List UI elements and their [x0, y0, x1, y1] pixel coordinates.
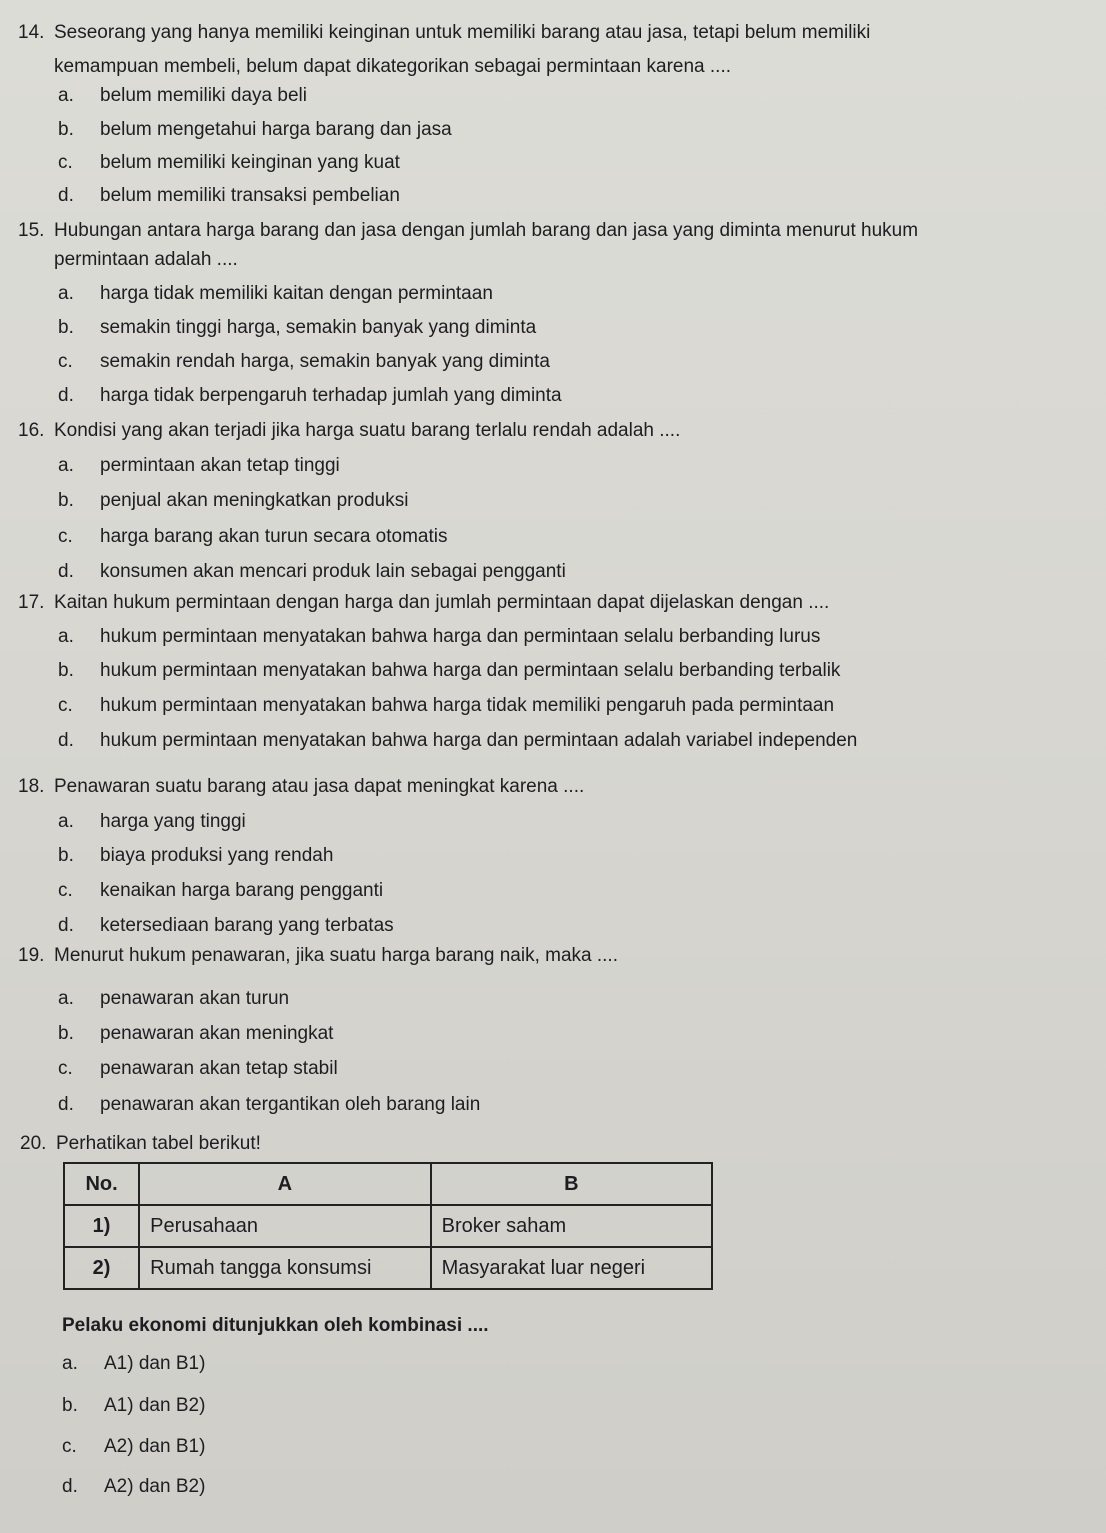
question-14-option-a[interactable]: a. belum memiliki daya beli: [58, 85, 307, 106]
question-14-option-d[interactable]: d. belum memiliki transaksi pembelian: [58, 185, 400, 206]
question-18-option-c[interactable]: c. kenaikan harga barang pengganti: [58, 880, 384, 901]
question-20-option-c[interactable]: c. A2) dan B1): [62, 1436, 206, 1457]
question-18-option-a[interactable]: a. harga yang tinggi: [58, 811, 246, 832]
question-14-option-b[interactable]: b. belum mengetahui harga barang dan jasa: [58, 119, 452, 140]
table-header-no: No.: [64, 1163, 139, 1205]
question-20-prompt: Pelaku ekonomi ditunjukkan oleh kombinasi ....: [62, 1315, 489, 1336]
question-20-option-a[interactable]: a. A1) dan B1): [62, 1353, 206, 1374]
question-14-stem-line-2: kemampuan membeli, belum dapat dikategorikan sebagai permintaan karena ....: [54, 56, 731, 77]
question-18-stem: 18. Penawaran suatu barang atau jasa dapat meningkat karena ....: [18, 776, 585, 797]
table-cell-a: Perusahaan: [139, 1205, 430, 1247]
question-19-option-a[interactable]: a. penawaran akan turun: [58, 988, 290, 1009]
table-cell-b: Masyarakat luar negeri: [431, 1247, 712, 1289]
question-15-option-d[interactable]: d. harga tidak berpengaruh terhadap jumlah yang diminta: [58, 385, 562, 406]
table-cell-no: 2): [64, 1247, 139, 1289]
question-18-option-d[interactable]: d. ketersediaan barang yang terbatas: [58, 915, 394, 936]
question-15-option-c[interactable]: c. semakin rendah harga, semakin banyak yang diminta: [58, 351, 550, 372]
question-20-table: [63, 1162, 713, 1290]
question-14-stem-line-1: 14. Seseorang yang hanya memiliki keinginan untuk memiliki barang atau jasa, tetapi belum memiliki: [18, 22, 871, 43]
table-cell-a: Rumah tangga konsumsi: [139, 1247, 430, 1289]
question-19-option-c[interactable]: c. penawaran akan tetap stabil: [58, 1058, 338, 1079]
question-15-option-a[interactable]: a. harga tidak memiliki kaitan dengan permintaan: [58, 283, 493, 304]
question-16-option-d[interactable]: d. konsumen akan mencari produk lain sebagai pengganti: [58, 561, 566, 582]
table-cell-no: 1): [64, 1205, 139, 1247]
table-header-row: [64, 1163, 712, 1205]
question-17-option-c[interactable]: c. hukum permintaan menyatakan bahwa harga tidak memiliki pengaruh pada permintaan: [58, 695, 835, 716]
question-16-option-b[interactable]: b. penjual akan meningkatkan produksi: [58, 490, 409, 511]
table-cell-b: Broker saham: [431, 1205, 712, 1247]
question-16-option-a[interactable]: a. permintaan akan tetap tinggi: [58, 455, 340, 476]
question-15-stem-line-2: permintaan adalah ....: [54, 249, 238, 270]
question-14-option-c[interactable]: c. belum memiliki keinginan yang kuat: [58, 152, 400, 173]
question-16-option-c[interactable]: c. harga barang akan turun secara otomatis: [58, 526, 448, 547]
table-row: [64, 1205, 712, 1247]
question-19-stem: 19. Menurut hukum penawaran, jika suatu harga barang naik, maka ....: [18, 945, 618, 966]
question-20-option-d[interactable]: d. A2) dan B2): [62, 1476, 206, 1497]
question-19-option-b[interactable]: b. penawaran akan meningkat: [58, 1023, 334, 1044]
question-15-option-b[interactable]: b. semakin tinggi harga, semakin banyak yang diminta: [58, 317, 537, 338]
table-header-a: A: [139, 1163, 430, 1205]
question-17-option-d[interactable]: d. hukum permintaan menyatakan bahwa harga dan permintaan adalah variabel independen: [58, 730, 858, 751]
question-20-stem: 20. Perhatikan tabel berikut!: [20, 1133, 261, 1154]
question-16-stem: 16. Kondisi yang akan terjadi jika harga suatu barang terlalu rendah adalah ....: [18, 420, 681, 441]
question-17-option-b[interactable]: b. hukum permintaan menyatakan bahwa harga dan permintaan selalu berbanding terbalik: [58, 660, 841, 681]
question-17-option-a[interactable]: a. hukum permintaan menyatakan bahwa harga dan permintaan selalu berbanding lurus: [58, 626, 821, 647]
question-18-option-b[interactable]: b. biaya produksi yang rendah: [58, 845, 334, 866]
question-20-option-b[interactable]: b. A1) dan B2): [62, 1395, 206, 1416]
question-17-stem: 17. Kaitan hukum permintaan dengan harga dan jumlah permintaan dapat dijelaskan dengan ....: [18, 592, 830, 613]
question-19-option-d[interactable]: d. penawaran akan tergantikan oleh barang lain: [58, 1094, 481, 1115]
table-header-b: B: [431, 1163, 712, 1205]
table-row: [64, 1247, 712, 1289]
question-15-stem-line-1: 15. Hubungan antara harga barang dan jasa dengan jumlah barang dan jasa yang diminta menurut hukum: [18, 220, 919, 241]
